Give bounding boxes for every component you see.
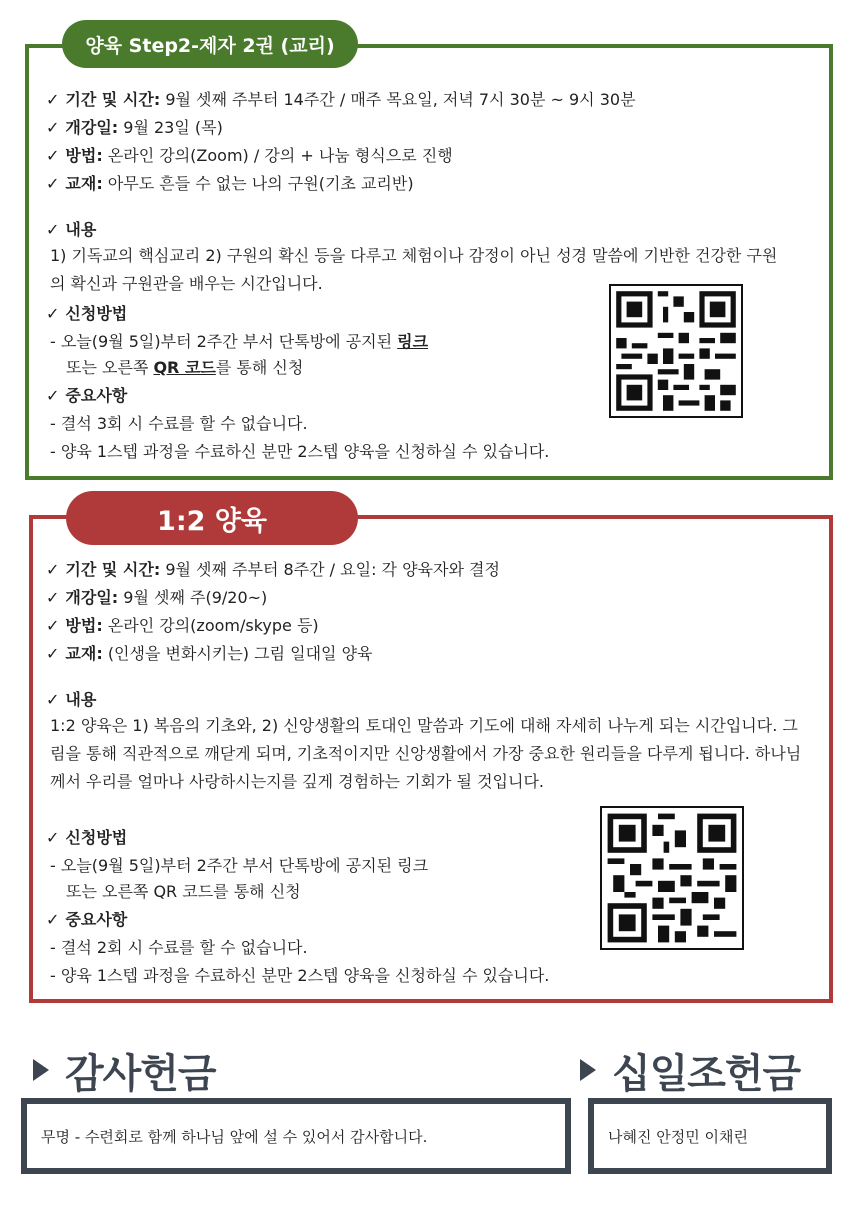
offering2-box [588,1098,832,1174]
s1-note-1: - 결석 3회 시 수료를 할 수 없습니다. [50,414,308,433]
offering1-title: 감사헌금 [65,1050,216,1097]
check-icon: ✓ [46,174,60,193]
check-icon: ✓ [46,828,60,847]
check-icon: ✓ [46,560,60,579]
offering1-heading [33,1042,216,1098]
s2-apply-line2: 또는 오른쪽 QR 코드를 통해 신청 [66,882,301,901]
qr-code-icon[interactable] [600,806,744,950]
s1-apply-label: ✓ 신청방법 [46,304,128,323]
qr-code-text: QR 코드 [153,358,216,377]
s1-period-row: ✓ 기간 및 시간: 9월 셋째 주부터 14주간 / 매주 목요일, 저녁 7시 30분 ~ 9시 30분 [46,90,636,109]
check-icon: ✓ [46,304,60,323]
qr-code-icon[interactable] [609,284,743,418]
s1-book-row: ✓ 교재: 아무도 흔들 수 없는 나의 구원(기초 교리반) [46,174,414,193]
check-icon: ✓ [46,690,60,709]
check-icon: ✓ [46,220,60,239]
section2-title: 1:2 양육 [66,491,358,545]
triangle-icon [33,1059,49,1081]
offering1-text: 무명 - 수련회로 함께 하나님 앞에 설 수 있어서 감사합니다. [41,1127,428,1146]
offering2-title: 십일조헌금 [612,1050,801,1097]
triangle-icon [580,1059,596,1081]
s2-method-row: ✓ 방법: 온라인 강의(zoom/skype 등) [46,616,319,635]
check-icon: ✓ [46,386,60,405]
s1-method-row: ✓ 방법: 온라인 강의(Zoom) / 강의 + 나눔 형식으로 진행 [46,146,453,165]
s1-apply-line1: - 오늘(9월 5일)부터 2주간 부서 단톡방에 공지된 링크 [50,332,429,351]
check-icon: ✓ [46,146,60,165]
offering2-text: 나혜진 안정민 이채린 [608,1127,748,1146]
s2-note-2: - 양육 1스텝 과정을 수료하신 분만 2스텝 양육을 신청하실 수 있습니다. [50,966,550,985]
s1-content-label: ✓ 내용 [46,220,97,239]
s2-start-row: ✓ 개강일: 9월 셋째 주(9/20~) [46,588,268,607]
offering1-box [21,1098,571,1174]
s1-apply-line2: 또는 오른쪽 QR 코드를 통해 신청 [66,358,304,377]
s2-period-row: ✓ 기간 및 시간: 9월 셋째 주부터 8주간 / 요일: 각 양육자와 결정 [46,560,500,579]
check-icon: ✓ [46,644,60,663]
s2-note-1: - 결석 2회 시 수료를 할 수 없습니다. [50,938,308,957]
s1-start-row: ✓ 개강일: 9월 23일 (목) [46,118,223,137]
s1-notes-label: ✓ 중요사항 [46,386,128,405]
check-icon: ✓ [46,90,60,109]
s2-notes-label: ✓ 중요사항 [46,910,128,929]
offering2-heading [580,1042,800,1098]
s2-content-text: 1:2 양육은 1) 복음의 기초와, 2) 신앙생활의 토대인 말씀과 기도에 대해 자세히 나누게 되는 시간입니다. 그림을 통해 직관적으로 깨닫게 되며, 기초적이지만 신앙생활에서 가장 중요한 원리들을 다루게 됩니다. 하나님께서 우리를 얼마나 사랑하시는지를 깊게 경험하는 기회가 될 것입니다. [50,716,802,791]
check-icon: ✓ [46,118,60,137]
s1-note-2: - 양육 1스텝 과정을 수료하신 분만 2스텝 양육을 신청하실 수 있습니다. [50,442,550,461]
s1-content-text: 1) 기독교의 핵심교리 2) 구원의 확신 등을 다루고 체험이나 감정이 아닌 성경 말씀에 기반한 건강한 구원의 확신과 구원관을 배우는 시간입니다. [50,246,778,293]
check-icon: ✓ [46,910,60,929]
check-icon: ✓ [46,588,60,607]
link-text[interactable]: 링크 [397,332,429,351]
s2-apply-line1: - 오늘(9월 5일)부터 2주간 부서 단톡방에 공지된 링크 [50,856,429,875]
s2-content-label: ✓ 내용 [46,690,97,709]
s2-book-row: ✓ 교재: (인생을 변화시키는) 그림 일대일 양육 [46,644,373,663]
check-icon: ✓ [46,616,60,635]
section1-title: 양육 Step2-제자 2권 (교리) [62,20,358,68]
s2-apply-label: ✓ 신청방법 [46,828,128,847]
